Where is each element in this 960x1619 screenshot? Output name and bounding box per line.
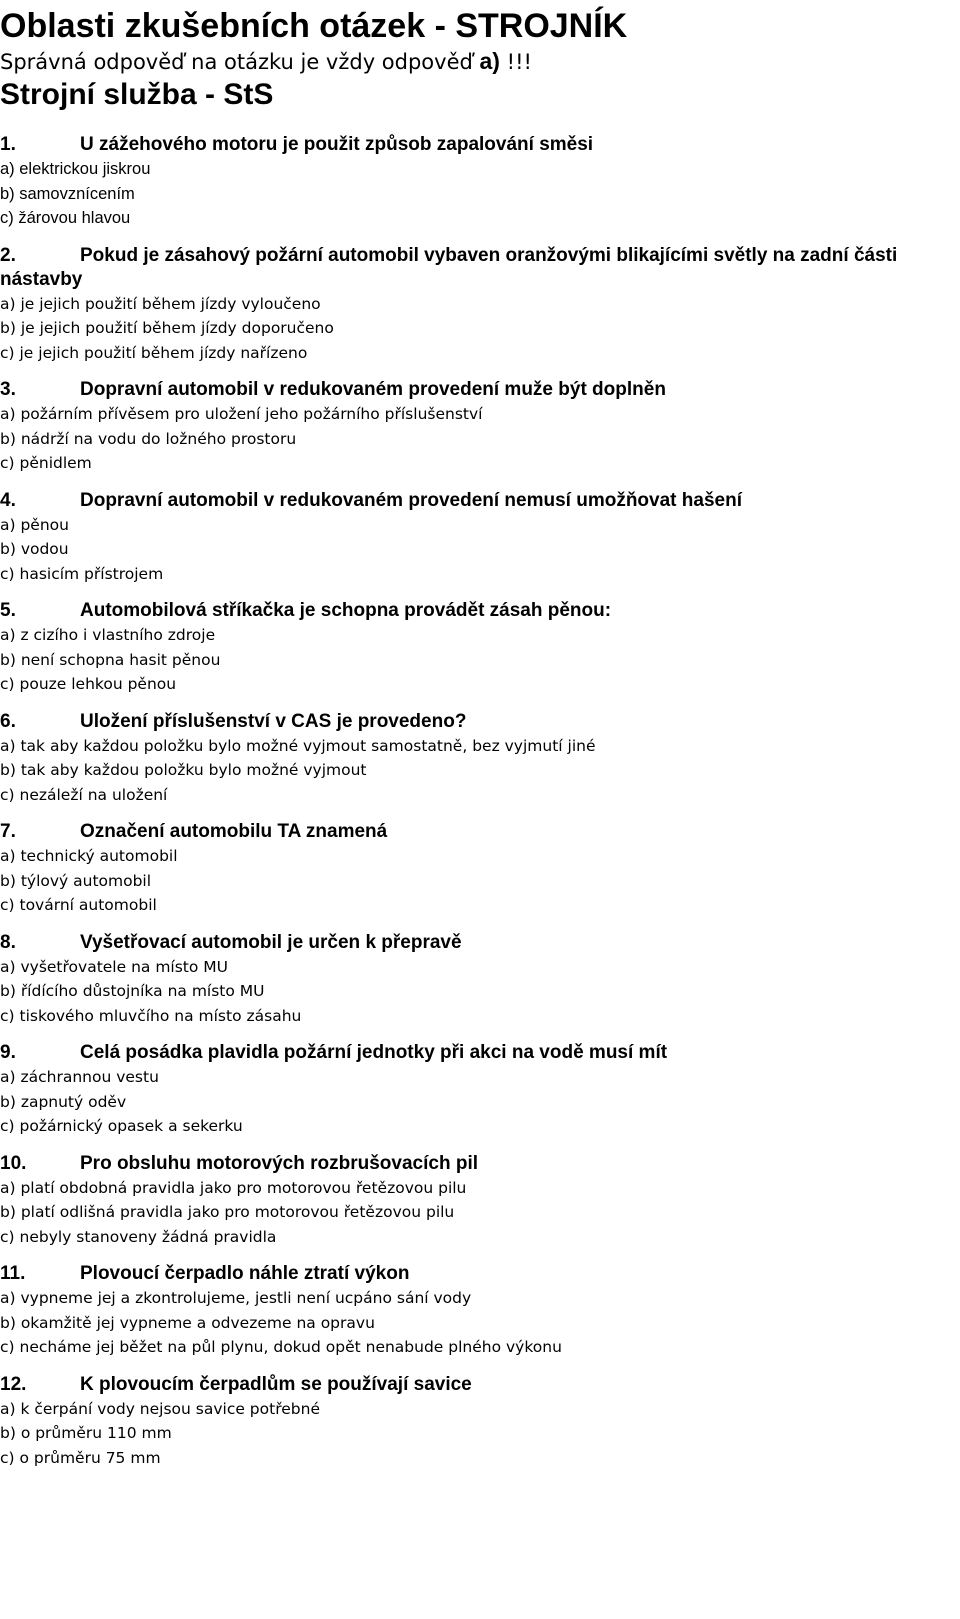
answer-c: c) pěnidlem [0,454,92,472]
question-1 [0,133,960,231]
question-number: 7. [0,821,16,842]
question-4 [0,489,960,587]
question-text: Automobilová stříkačka je schopna provádět zásah pěnou: [80,600,612,621]
question-3 [0,378,960,476]
question-text: U zážehového motoru je použit způsob zapalování směsi [80,134,594,155]
answer-a: a) pěnou [0,515,69,534]
question-text: Plovoucí čerpadlo náhle ztratí výkon [80,1263,410,1284]
question-number: 2. [0,244,16,266]
question-text: Celá posádka plavidla požární jednotky při akci na vodě musí mít [80,1042,668,1063]
question-text: Pro obsluhu motorových rozbrušovacích pil [80,1152,478,1174]
question-number: 5. [0,600,16,621]
answer-b: b) je jejich použití během jízdy doporučeno [0,319,334,337]
answer-b: b) nádrží na vodu do ložného prostoru [0,429,297,448]
answer-b: b) týlový automobil [0,871,152,890]
question-number: 11. [0,1263,26,1284]
answer-c: c) požárnický opasek a sekerku [0,1117,243,1135]
question-text: Uložení příslušenství v CAS je provedeno? [80,710,467,732]
answer-c: c) necháme jej běžet na půl plynu, dokud opět nenabude plného výkonu [0,1338,562,1356]
answer-a: a) vyšetřovatele na místo MU [0,957,229,976]
answer-b: b) platí odlišná pravidla jako pro motorovou řetězovou pilu [0,1203,455,1221]
answer-b: b) zapnutý oděv [0,1092,127,1111]
answer-c: c) pouze lehkou pěnou [0,675,177,693]
question-heading [0,820,960,844]
answer-a: a) elektrickou jiskrou [0,160,151,178]
answer-c: c) o průměru 75 mm [0,1448,161,1467]
question-9 [0,1041,960,1139]
question-heading [0,1152,960,1176]
document-title: Oblasti zkušebních otázek - STROJNÍK [0,7,628,45]
question-number: 12. [0,1373,27,1395]
answer-b: b) o průměru 110 mm [0,1424,172,1442]
question-number: 1. [0,134,16,155]
question-heading [0,599,960,623]
answer-a: a) je jejich použití během jízdy vyloučeno [0,294,321,313]
answer-c: c) žárovou hlavou [0,209,131,227]
question-text: K plovoucím čerpadlům se používají savice [80,1373,472,1395]
question-number: 8. [0,931,16,953]
subtitle-emphasis: a) [479,48,500,74]
answer-a: a) záchrannou vestu [0,1068,159,1086]
answer-c: c) hasicím přístrojem [0,564,164,583]
question-10 [0,1152,960,1250]
answer-b: b) není schopna hasit pěnou [0,650,221,669]
answer-a: a) technický automobil [0,847,178,865]
answer-a: a) platí obdobná pravidla jako pro motorovou řetězovou pilu [0,1178,467,1197]
question-6 [0,710,960,808]
answer-b: b) řídícího důstojníka na místo MU [0,982,265,1000]
subtitle-text: Správná odpověď na otázku je vždy odpověď [0,50,480,74]
answer-a: a) k čerpání vody nejsou savice potřebné [0,1399,320,1418]
question-text: Dopravní automobil v redukovaném provedení nemusí umožňovat hašení [80,489,742,511]
document-subtitle [0,46,960,77]
question-number: 4. [0,489,16,511]
question-2 [0,244,960,366]
question-text: Dopravní automobil v redukovaném provedení muže být doplněn [80,379,666,400]
question-heading [0,1373,960,1397]
question-number: 3. [0,379,16,400]
question-heading [0,710,960,734]
question-heading [0,1262,960,1286]
answer-b: b) okamžitě jej vypneme a odvezeme na opravu [0,1313,375,1332]
subtitle-tail: !!! [499,50,532,74]
question-8 [0,931,960,1029]
answer-c: c) je jejich použití během jízdy nařízeno [0,343,308,362]
answer-b: b) samovznícením [0,184,135,203]
answer-a: a) z cizího i vlastního zdroje [0,626,216,644]
question-number: 10. [0,1152,27,1174]
question-7 [0,820,960,918]
answer-c: c) tovární automobil [0,896,157,914]
answer-a: a) vypneme jej a zkontrolujeme, jestli není ucpáno sání vody [0,1289,472,1307]
question-heading [0,133,960,157]
answer-a: a) tak aby každou položku bylo možné vyjmout samostatně, bez vyjmutí jiné [0,736,596,755]
question-5 [0,599,960,697]
question-text: Označení automobilu TA znamená [80,821,388,842]
answer-c: c) tiskového mluvčího na místo zásahu [0,1006,302,1025]
answer-b: b) vodou [0,540,69,558]
question-heading [0,1041,960,1065]
question-heading [0,244,960,292]
question-number: 9. [0,1042,16,1063]
question-12 [0,1373,960,1471]
section-title: Strojní služba - StS [0,78,274,111]
question-heading [0,378,960,402]
answer-c: c) nezáleží na uložení [0,785,168,804]
question-text: Pokud je zásahový požární automobil vybaven oranžovými blikajícími světly na zadní části nástavby [0,244,898,290]
question-text: Vyšetřovací automobil je určen k přepravě [80,931,462,953]
question-11 [0,1262,960,1360]
answer-c: c) nebyly stanoveny žádná pravidla [0,1227,277,1246]
question-number: 6. [0,710,16,732]
question-heading [0,931,960,955]
answer-b: b) tak aby každou položku bylo možné vyjmout [0,761,367,779]
answer-a: a) požárním přívěsem pro uložení jeho požárního příslušenství [0,405,483,423]
question-heading [0,489,960,513]
